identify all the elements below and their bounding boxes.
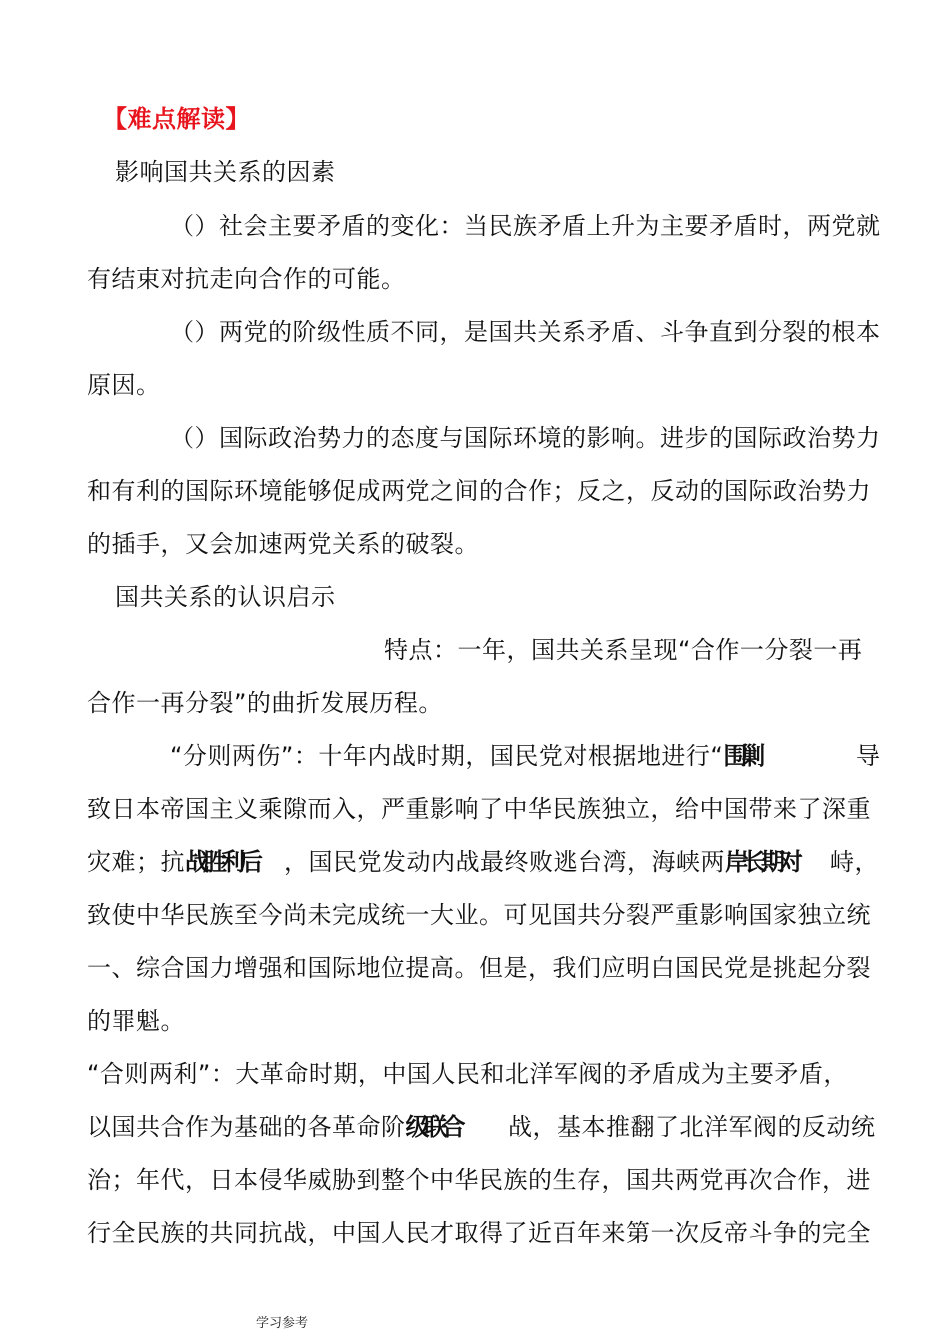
paragraph-4-line-1: 特点：一年，国共关系呈现“合作一分裂一再 [384, 636, 863, 664]
text-segment: ，国民党发动内战最终败逃台湾，海峡两 [284, 848, 725, 876]
page-footer: 学习参考 [256, 1316, 309, 1331]
overlapped-text: 岸长期对 [725, 848, 797, 876]
paragraph-6-line-2-end: 战，基本推翻了北洋军阀的反动统 [508, 1113, 876, 1141]
paragraph-5-line-2: 致日本帝国主义乘隙而入，严重影响了中华民族独立，给中国带来了深重 [87, 795, 871, 823]
paragraph-5-line-6: 的罪魁。 [87, 1007, 185, 1035]
paragraph-6-line-3: 治；年代，日本侵华威胁到整个中华民族的生存，国共两党再次合作，进 [87, 1166, 871, 1194]
section-title-factors: 影响国共关系的因素 [115, 158, 336, 186]
paragraph-5-line-5: 一、综合国力增强和国际地位提高。但是，我们应明白国民党是挑起分裂 [87, 954, 871, 982]
paragraph-3-line-2: 和有利的国际环境能够促成两党之间的合作；反之，反动的国际政治势力 [87, 477, 871, 505]
paragraph-2-line-2: 原因。 [87, 371, 161, 399]
paragraph-5-line-3-start [87, 846, 257, 878]
overlapped-text: 围剿 [723, 742, 760, 770]
paragraph-3-line-3: 的插手，又会加速两党关系的破裂。 [87, 530, 479, 558]
section-title-insights: 国共关系的认识启示 [115, 583, 336, 611]
overlapped-text: 级联合 [405, 1113, 460, 1141]
text-segment: 灾难；抗 [87, 848, 185, 876]
paragraph-4-line-2: 合作一再分裂”的曲折发展历程。 [87, 689, 443, 717]
paragraph-2-line-1: （）两党的阶级性质不同，是国共关系矛盾、斗争直到分裂的根本 [170, 318, 881, 346]
paragraph-1-line-2: 有结束对抗走向合作的可能。 [87, 265, 406, 293]
paragraph-6-line-4: 行全民族的共同抗战，中国人民才取得了近百年来第一次反帝斗争的完全 [87, 1219, 871, 1247]
paragraph-6-line-2-start [87, 1111, 460, 1143]
paragraph-5-line-1 [170, 740, 759, 772]
text-segment: 以国共合作为基础的各革命阶 [87, 1113, 406, 1141]
paragraph-5-line-1-end: 导 [856, 742, 881, 770]
paragraph-1-line-1: （）社会主要矛盾的变化：当民族矛盾上升为主要矛盾时，两党就 [170, 212, 881, 240]
paragraph-3-line-1: （）国际政治势力的态度与国际环境的影响。进步的国际政治势力 [170, 424, 881, 452]
text-segment: “分则两伤”：十年内战时期，国民党对根据地进行“ [170, 742, 724, 770]
heading: 【难点解读】 [103, 105, 250, 133]
paragraph-5-line-3-end: 峙， [830, 848, 879, 876]
paragraph-5-line-3-mid [284, 846, 797, 878]
paragraph-5-line-4: 致使中华民族至今尚未完成统一大业。可见国共分裂严重影响国家独立统 [87, 901, 871, 929]
paragraph-6-line-1: “合则两利”：大革命时期，中国人民和北洋军阀的矛盾成为主要矛盾， [87, 1060, 848, 1088]
overlapped-text: 战胜利后 [185, 848, 257, 876]
